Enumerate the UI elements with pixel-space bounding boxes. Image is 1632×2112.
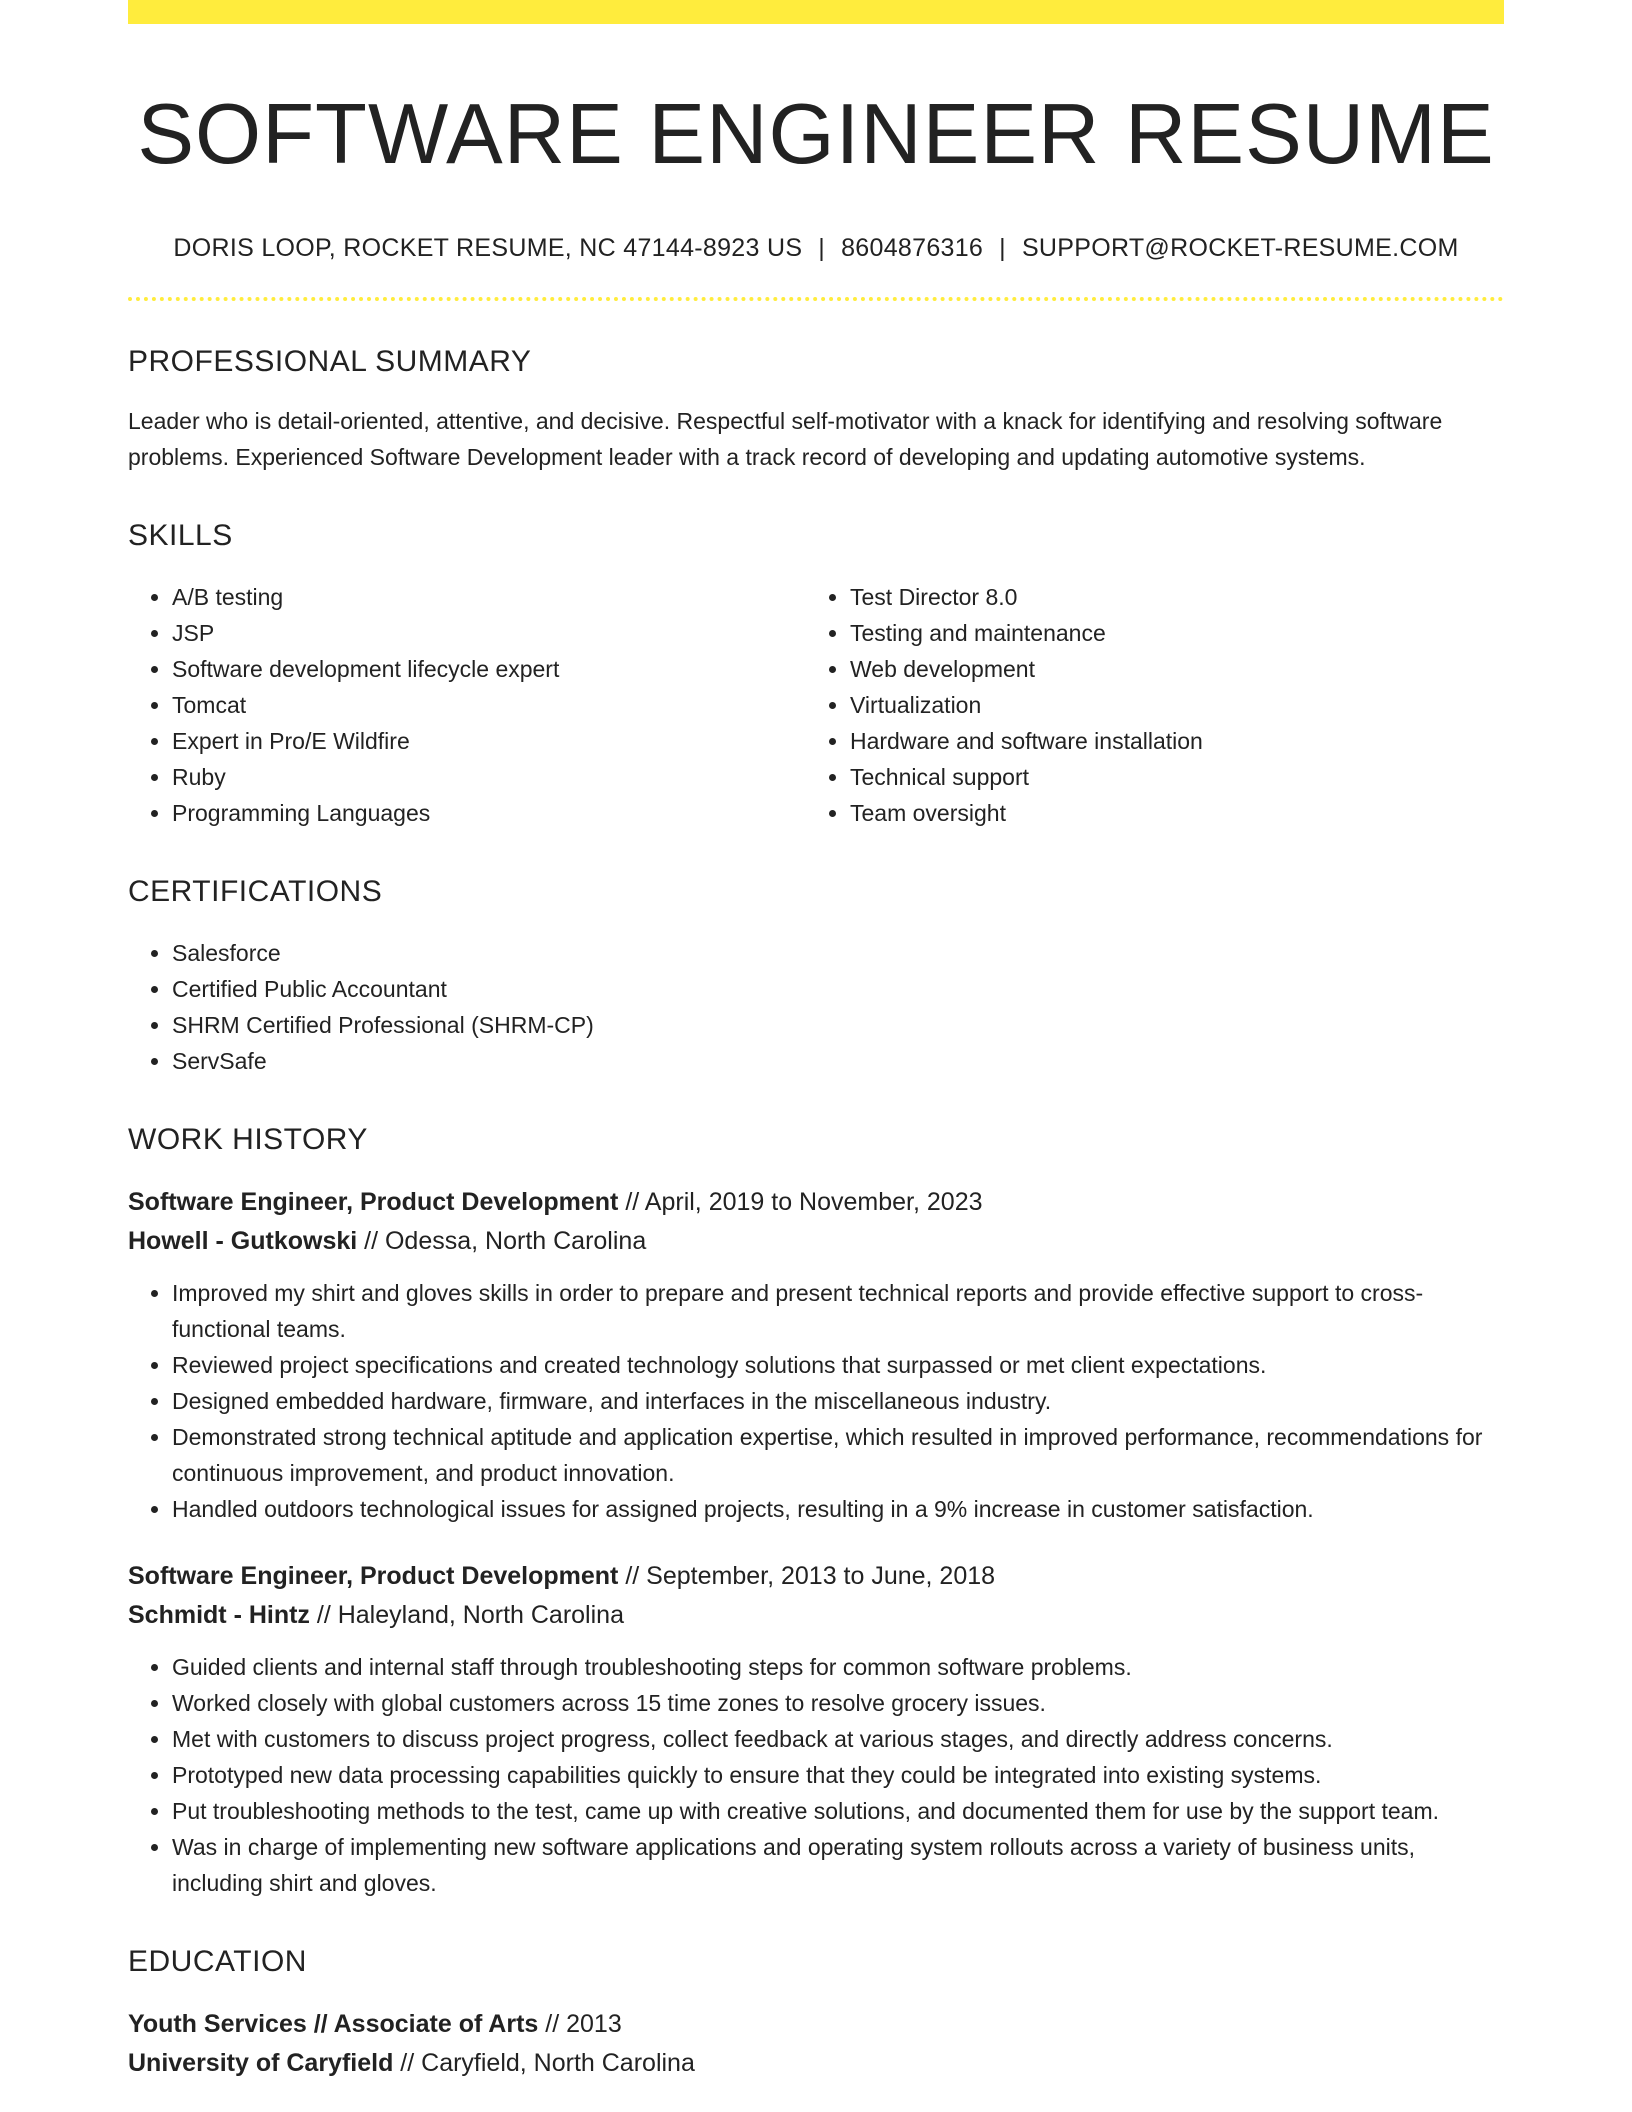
job-bullet: • Reviewed project specifications and created technology solutions that surpassed or met client expectations. [172,1347,1504,1383]
job-bullet: • Met with customers to discuss project progress, collect feedback at various stages, and directly address concerns. [172,1721,1504,1757]
skill-item: • JSP [172,615,806,651]
education-school: University of Caryfield [128,2049,394,2077]
skill-item: • Programming Languages [172,795,806,831]
job-bullet: • Was in charge of implementing new software applications and operating system rollouts across a variety of business units, including shirt and gloves. [172,1829,1504,1901]
skills-list-right [806,579,1484,831]
job-location: // Odessa, North Carolina [357,1227,647,1255]
top-accent-bar [128,0,1504,24]
job-dates: // September, 2013 to June, 2018 [618,1562,996,1590]
certification-item: • Certified Public Accountant [172,971,1504,1007]
skill-item: • A/B testing [172,579,806,615]
contact-separator: | [818,234,826,262]
job-company-line [128,1596,1504,1635]
contact-phone: 8604876316 [841,234,984,262]
education-school-line [128,2044,1504,2083]
skill-item: • Tomcat [172,687,806,723]
certification-item: • Salesforce [172,935,1504,971]
job-title-line [128,1557,1504,1596]
job-bullets [128,1649,1504,1901]
contact-email: SUPPORT@ROCKET-RESUME.COM [1021,234,1459,262]
skills-heading: SKILLS [128,519,233,552]
education-program: Youth Services // Associate of Arts [128,2010,539,2038]
certifications-heading: CERTIFICATIONS [128,875,383,908]
summary-heading: PROFESSIONAL SUMMARY [128,345,532,378]
skill-item: • Technical support [850,759,1484,795]
education-location: // Caryfield, North Carolina [393,2049,695,2077]
certification-item: • ServSafe [172,1043,1504,1079]
skill-item: • Software development lifecycle expert [172,651,806,687]
job-company-line [128,1222,1504,1261]
skill-item: • Web development [850,651,1484,687]
header-divider [128,297,1504,301]
job-location: // Haleyland, North Carolina [309,1601,624,1629]
contact-line [128,234,1504,263]
job-company: Schmidt - Hintz [128,1601,310,1629]
skills-grid [128,579,1504,831]
education-heading: EDUCATION [128,1945,307,1978]
job-bullets [128,1275,1504,1527]
skill-item: • Expert in Pro/E Wildfire [172,723,806,759]
job-bullet: • Demonstrated strong technical aptitude and application expertise, which resulted in improved performance, recommendations for continuous improvement, and product innovation. [172,1419,1504,1491]
skill-item: • Test Director 8.0 [850,579,1484,615]
job-bullet: • Handled outdoors technological issues for assigned projects, resulting in a 9% increase in customer satisfaction. [172,1491,1504,1527]
job-bullet: • Improved my shirt and gloves skills in order to prepare and present technical reports and provide effective support to cross-functional teams. [172,1275,1504,1347]
certifications-list [128,935,1504,1079]
skill-item: • Virtualization [850,687,1484,723]
job-bullet: • Guided clients and internal staff through troubleshooting steps for common software problems. [172,1649,1504,1685]
skill-item: • Team oversight [850,795,1484,831]
job-bullet: • Prototyped new data processing capabilities quickly to ensure that they could be integrated into existing systems. [172,1757,1504,1793]
job-entry [128,1557,1504,1901]
certification-item: • SHRM Certified Professional (SHRM-CP) [172,1007,1504,1043]
job-title: Software Engineer, Product Development [128,1562,619,1590]
job-bullet: • Put troubleshooting methods to the test, came up with creative solutions, and documented them for use by the support team. [172,1793,1504,1829]
job-entry [128,1183,1504,1527]
skill-item: • Testing and maintenance [850,615,1484,651]
job-bullet: • Designed embedded hardware, firmware, and interfaces in the miscellaneous industry. [172,1383,1504,1419]
job-dates: // April, 2019 to November, 2023 [618,1188,983,1216]
resume-page [128,0,1504,2083]
education-program-line [128,2005,1504,2044]
skill-item: • Hardware and software installation [850,723,1484,759]
contact-address: DORIS LOOP, ROCKET RESUME, NC 47144-8923 US [173,234,803,262]
summary-text: Leader who is detail-oriented, attentive, and decisive. Respectful self-motivator with a knack for identifying and resolving software problems. Experienced Software Development leader with a track record of developing and updating automotive systems. [128,408,1443,470]
work-history-heading: WORK HISTORY [128,1123,368,1156]
contact-separator: | [999,234,1006,262]
job-company: Howell - Gutkowski [128,1227,358,1255]
job-title-line [128,1183,1504,1222]
job-bullet: • Worked closely with global customers across 15 time zones to resolve grocery issues. [172,1685,1504,1721]
skill-item: • Ruby [172,759,806,795]
education-year: // 2013 [538,2010,622,2038]
job-title: Software Engineer, Product Development [128,1188,619,1216]
skills-list-left [128,579,806,831]
resume-title: SOFTWARE ENGINEER RESUME [137,87,1495,182]
